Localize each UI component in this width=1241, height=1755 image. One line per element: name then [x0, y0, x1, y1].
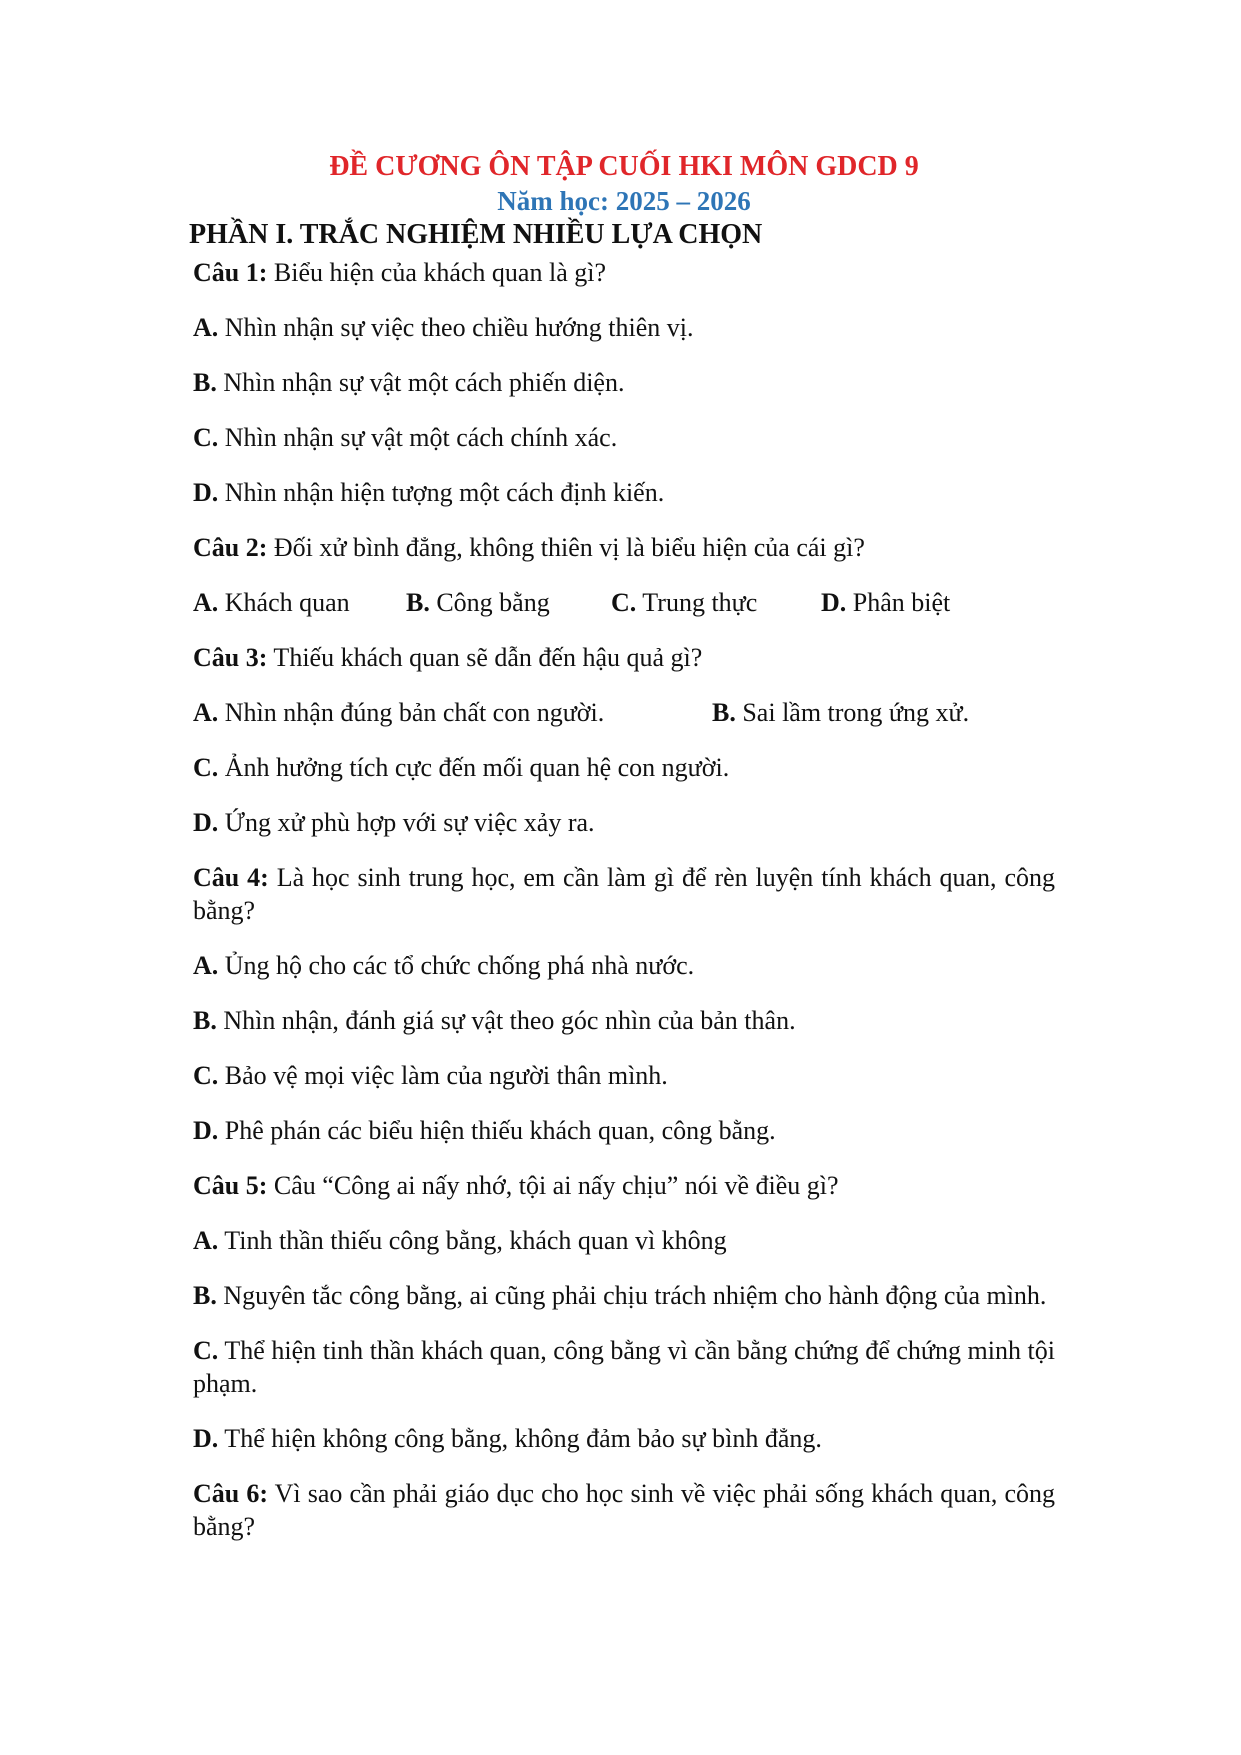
question-label: Câu 4:: [193, 863, 269, 892]
option-letter: B.: [193, 1006, 217, 1035]
question-2: [193, 531, 1055, 564]
question-6: [193, 1477, 1055, 1543]
option-5b: [193, 1279, 1055, 1312]
question-label: Câu 3:: [193, 643, 268, 672]
question-text: Câu “Công ai nấy nhớ, tội ai nấy chịu” nói về điều gì?: [267, 1171, 839, 1200]
option-text: Bảo vệ mọi việc làm của người thân mình.: [218, 1061, 668, 1090]
option-2a: [193, 586, 406, 619]
option-5d: [193, 1422, 1055, 1455]
option-text: Nhìn nhận đúng bản chất con người.: [218, 698, 605, 727]
option-text: Thể hiện không công bằng, không đảm bảo sự bình đẳng.: [218, 1424, 822, 1453]
option-letter: C.: [193, 1336, 219, 1365]
question-label: Câu 1:: [193, 258, 268, 287]
question-text: Vì sao cần phải giáo dục cho học sinh về việc phải sống khách quan, công bằng?: [193, 1479, 1055, 1541]
option-text: Nhìn nhận hiện tượng một cách định kiến.: [218, 478, 665, 507]
option-letter: C.: [193, 753, 219, 782]
document-subtitle: Năm học: 2025 – 2026: [497, 186, 751, 216]
option-letter: D.: [193, 1116, 219, 1145]
option-letter: C.: [611, 588, 637, 617]
options-row-2: [193, 586, 1055, 619]
option-letter: D.: [193, 808, 219, 837]
question-3: [193, 641, 1055, 674]
options-row-3: [193, 696, 1055, 729]
question-label: Câu 2:: [193, 533, 268, 562]
option-2d: [821, 586, 950, 619]
option-text: Nhìn nhận sự vật một cách chính xác.: [218, 423, 618, 452]
option-letter: B.: [193, 368, 217, 397]
option-letter: B.: [193, 1281, 217, 1310]
question-text: Đối xử bình đẳng, không thiên vị là biểu hiện của cái gì?: [267, 533, 865, 562]
question-text: Biểu hiện của khách quan là gì?: [267, 258, 607, 287]
option-text: Nhìn nhận sự việc theo chiều hướng thiên vị.: [218, 313, 694, 342]
question-5: [193, 1169, 1055, 1202]
option-1a: [193, 311, 1055, 344]
option-5a: [193, 1224, 1055, 1257]
option-text: Tinh thần thiếu công bằng, khách quan vì không: [218, 1226, 727, 1255]
question-1: [193, 256, 1055, 289]
option-text: Khách quan: [218, 588, 350, 617]
option-letter: B.: [406, 588, 430, 617]
option-letter: A.: [193, 313, 219, 342]
option-text: Phân biệt: [846, 588, 951, 617]
option-4b: [193, 1004, 1055, 1037]
document-title: ĐỀ CƯƠNG ÔN TẬP CUỐI HKI MÔN GDCD 9: [329, 151, 919, 182]
option-4d: [193, 1114, 1055, 1147]
option-letter: A.: [193, 1226, 219, 1255]
option-letter: D.: [193, 478, 219, 507]
option-1b: [193, 366, 1055, 399]
document-page: [189, 150, 1055, 1565]
option-letter: D.: [821, 588, 847, 617]
option-1d: [193, 476, 1055, 509]
option-3a: [193, 696, 712, 729]
option-letter: B.: [712, 698, 736, 727]
option-letter: A.: [193, 698, 219, 727]
option-text: Ảnh hưởng tích cực đến mối quan hệ con người.: [218, 753, 730, 782]
option-4a: [193, 949, 1055, 982]
option-text: Thể hiện tinh thần khách quan, công bằng vì cần bằng chứng để chứng minh tội phạm.: [193, 1336, 1055, 1398]
option-text: Ủng hộ cho các tổ chức chống phá nhà nước.: [218, 951, 695, 980]
option-letter: C.: [193, 1061, 219, 1090]
option-letter: A.: [193, 951, 219, 980]
option-2c: [611, 586, 821, 619]
option-text: Nhìn nhận sự vật một cách phiến diện.: [216, 368, 625, 397]
option-text: Phê phán các biểu hiện thiếu khách quan, công bằng.: [218, 1116, 776, 1145]
question-label: Câu 6:: [193, 1479, 269, 1508]
option-3c: [193, 751, 1055, 784]
option-text: Sai lầm trong ứng xử.: [735, 698, 970, 727]
section-heading: PHẦN I. TRẮC NGHIỆM NHIỀU LỰA CHỌN: [189, 219, 763, 250]
option-3d: [193, 806, 1055, 839]
option-2b: [406, 586, 611, 619]
question-text: Thiếu khách quan sẽ dẫn đến hậu quả gì?: [267, 643, 703, 672]
option-text: Công bằng: [429, 588, 550, 617]
option-letter: C.: [193, 423, 219, 452]
option-text: Nhìn nhận, đánh giá sự vật theo góc nhìn của bản thân.: [216, 1006, 796, 1035]
option-letter: D.: [193, 1424, 219, 1453]
option-3b: [712, 696, 969, 729]
question-text: Là học sinh trung học, em cần làm gì để rèn luyện tính khách quan, công bằng?: [193, 863, 1055, 925]
option-5c: [193, 1334, 1055, 1400]
option-text: Trung thực: [636, 588, 758, 617]
option-1c: [193, 421, 1055, 454]
option-4c: [193, 1059, 1055, 1092]
option-text: Ứng xử phù hợp với sự việc xảy ra.: [218, 808, 595, 837]
option-text: Nguyên tắc công bằng, ai cũng phải chịu trách nhiệm cho hành động của mình.: [216, 1281, 1047, 1310]
option-letter: A.: [193, 588, 219, 617]
question-label: Câu 5:: [193, 1171, 268, 1200]
question-4: [193, 861, 1055, 927]
